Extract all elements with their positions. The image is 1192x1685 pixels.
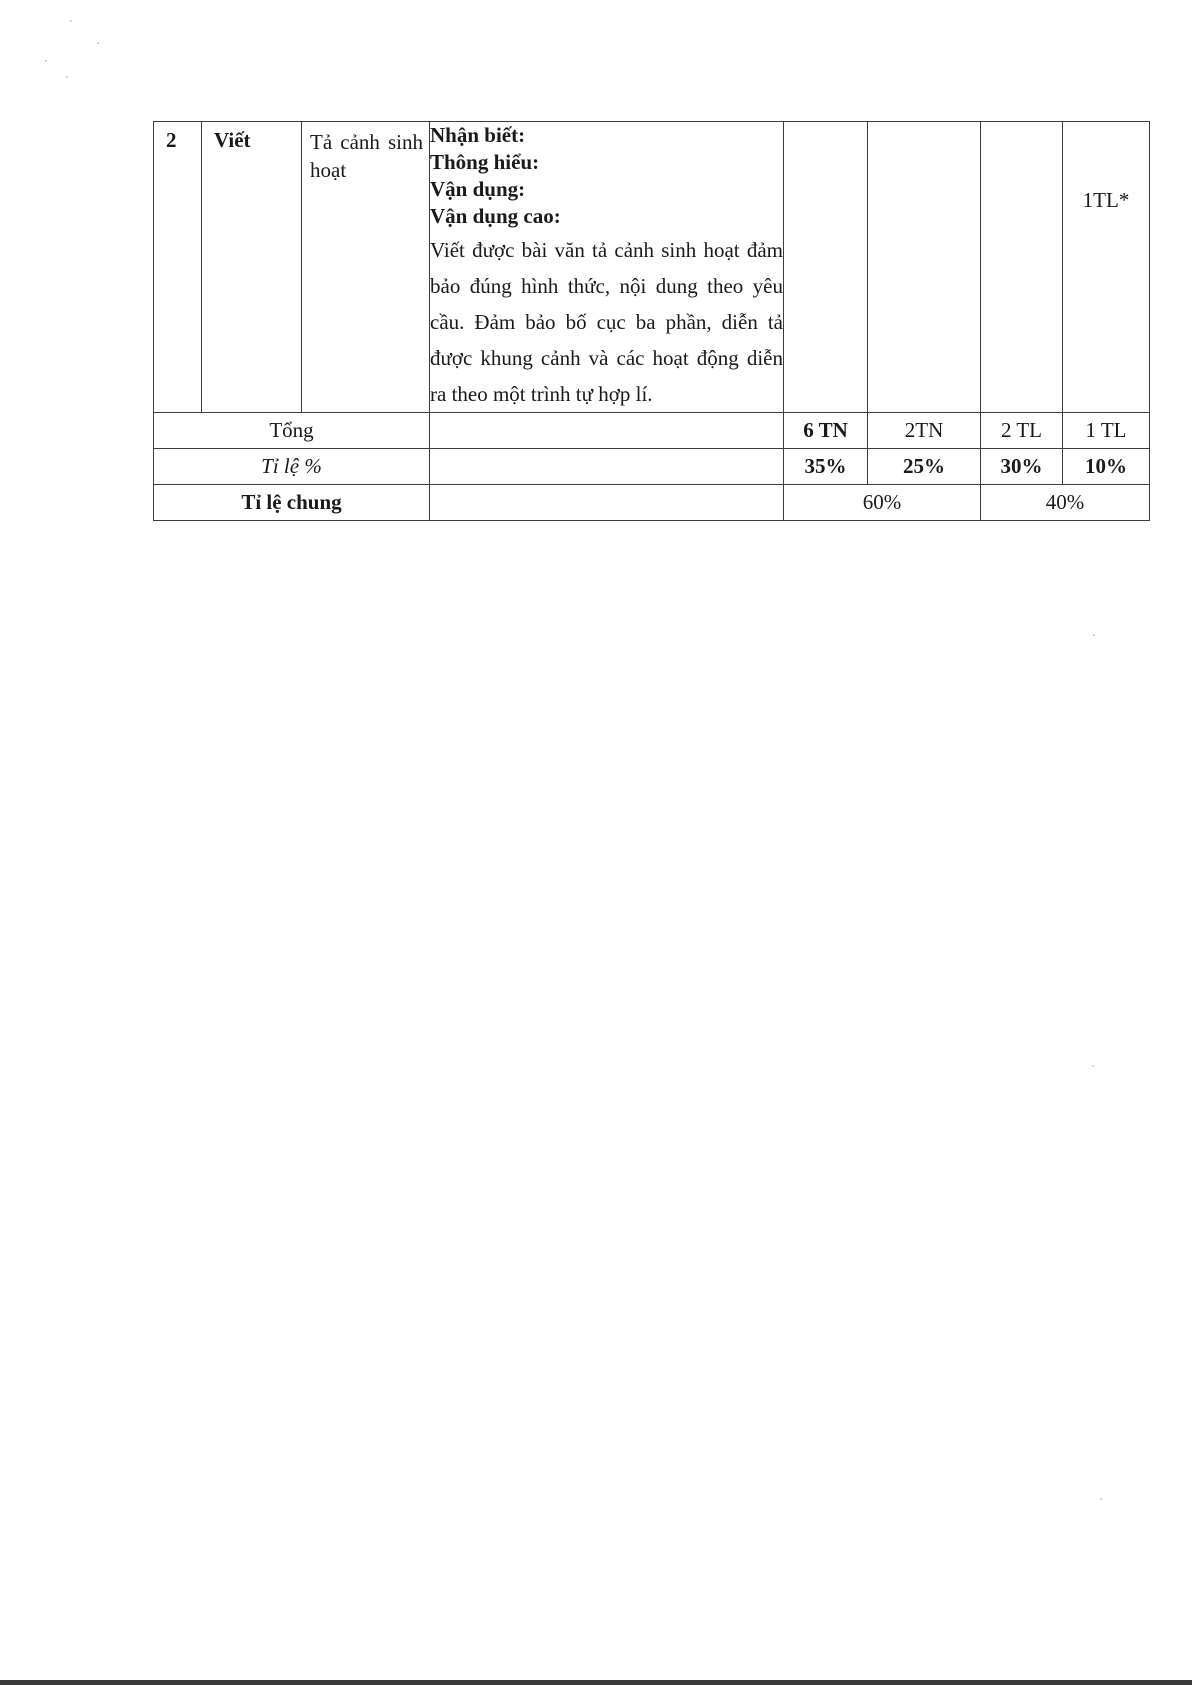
ratio-nhan-biet: 35% xyxy=(784,449,868,485)
ratio-blank xyxy=(430,449,784,485)
skill-name: Viết xyxy=(214,128,251,152)
scan-speck xyxy=(97,42,99,44)
row-number: 2 xyxy=(166,128,177,152)
table-row xyxy=(154,122,1150,413)
level-nhan-biet: Nhận biết: xyxy=(430,123,526,147)
totals-van-dung-cao: 1 TL xyxy=(1063,413,1150,449)
ratio-thong-hieu: 25% xyxy=(868,449,981,485)
scan-speck xyxy=(1100,1498,1102,1500)
overall-blank xyxy=(430,485,784,521)
totals-blank xyxy=(430,413,784,449)
totals-van-dung: 2 TL xyxy=(981,413,1063,449)
van-dung-cao-mark: 1TL* xyxy=(1082,188,1130,212)
ratio-label: Tỉ lệ % xyxy=(154,449,430,485)
totals-thong-hieu: 2TN xyxy=(868,413,981,449)
skill-cell xyxy=(202,122,302,413)
row-number-cell xyxy=(154,122,202,413)
totals-label: Tổng xyxy=(154,413,430,449)
description-text: Viết được bài văn tả cảnh sinh hoạt đảm bảo đúng hình thức, nội dung theo yêu cầu. Đảm bảo bố cục ba phần, diễn tả được khung cảnh và các hoạt động diễn ra theo một trình tự hợp lí. xyxy=(430,238,783,406)
scan-speck xyxy=(1093,634,1095,636)
page-bottom-edge xyxy=(0,1680,1192,1685)
totals-row xyxy=(154,413,1150,449)
overall-left: 60% xyxy=(784,485,981,521)
level-thong-hieu: Thông hiểu: xyxy=(430,150,540,174)
thong-hieu-cell xyxy=(868,122,981,413)
nhan-biet-cell xyxy=(784,122,868,413)
level-van-dung-cao: Vận dụng cao: xyxy=(430,204,561,228)
level-van-dung: Vận dụng: xyxy=(430,177,526,201)
unit-cell xyxy=(302,122,430,413)
overall-right: 40% xyxy=(981,485,1150,521)
assessment-matrix-table xyxy=(153,121,1150,521)
totals-nhan-biet: 6 TN xyxy=(784,413,868,449)
scan-speck xyxy=(70,20,72,22)
scan-speck xyxy=(66,76,68,78)
overall-row xyxy=(154,485,1150,521)
van-dung-cao-cell xyxy=(1063,122,1150,413)
van-dung-cell xyxy=(981,122,1063,413)
scan-speck xyxy=(1092,1065,1094,1067)
ratio-van-dung-cao: 10% xyxy=(1063,449,1150,485)
overall-label: Tỉ lệ chung xyxy=(154,485,430,521)
ratio-row xyxy=(154,449,1150,485)
ratio-van-dung: 30% xyxy=(981,449,1063,485)
description-cell xyxy=(430,122,784,413)
scan-speck xyxy=(45,60,47,62)
unit-name: Tả cảnh sinh hoạt xyxy=(310,130,423,182)
